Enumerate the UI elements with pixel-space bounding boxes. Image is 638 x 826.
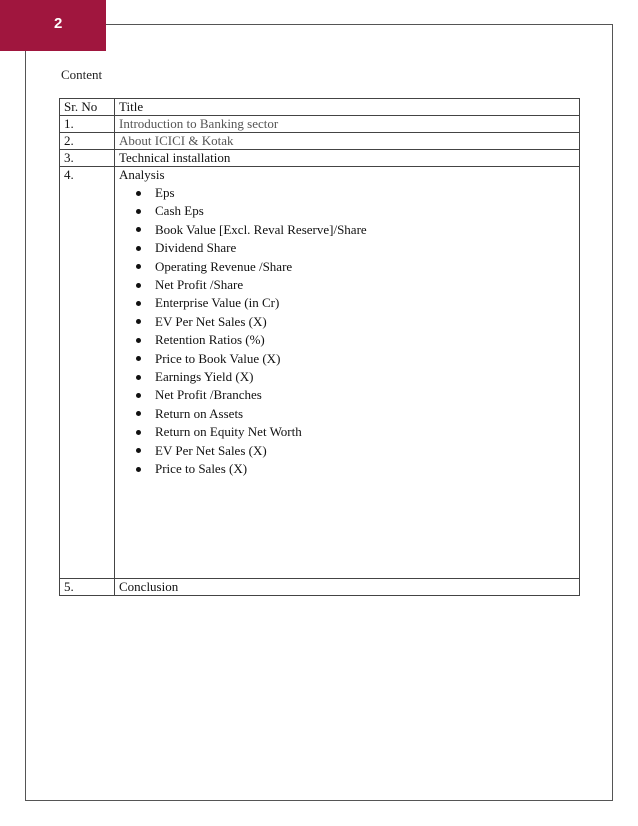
bullet-icon <box>136 356 141 361</box>
analysis-cell <box>115 167 580 579</box>
header-title: Title <box>115 99 580 116</box>
list-item-label: Cash Eps <box>155 203 204 219</box>
list-item-label: Price to Book Value (X) <box>155 350 281 366</box>
list-item <box>136 442 575 460</box>
list-item <box>136 221 575 239</box>
list-item-label: EV Per Net Sales (X) <box>155 313 267 329</box>
page-number-badge <box>0 0 106 51</box>
row-number: 1. <box>60 116 115 133</box>
bullet-icon <box>136 319 141 324</box>
row-title: Analysis <box>119 167 165 182</box>
contents-table <box>59 98 580 596</box>
list-item-label: Eps <box>155 185 175 200</box>
bullet-icon <box>136 209 141 214</box>
content-heading: Content <box>61 67 103 82</box>
list-item <box>136 202 575 220</box>
row-number: 3. <box>60 150 115 167</box>
analysis-items-list <box>119 184 575 479</box>
list-item <box>136 460 575 478</box>
bullet-icon <box>136 375 141 380</box>
table-row <box>60 116 580 133</box>
row-title: Technical installation <box>115 150 580 167</box>
list-item <box>136 405 575 423</box>
row-title: Conclusion <box>115 579 580 596</box>
list-item-label: Price to Sales (X) <box>155 461 248 477</box>
list-item-label: Return on Assets <box>155 405 244 421</box>
bullet-icon <box>136 467 141 472</box>
bullet-icon <box>136 283 141 288</box>
bullet-icon <box>136 227 141 232</box>
list-item <box>136 239 575 257</box>
list-item <box>136 350 575 368</box>
header-sr-no: Sr. No <box>60 99 115 116</box>
list-item-label: Book Value [Excl. Reval Reserve]/Share <box>155 221 367 237</box>
bullet-icon <box>136 448 141 453</box>
bullet-icon <box>136 411 141 416</box>
table-row <box>60 167 580 579</box>
list-item <box>136 294 575 312</box>
table-header-row <box>60 99 580 116</box>
list-item-label: Operating Revenue /Share <box>155 258 293 274</box>
row-title: About ICICI & Kotak <box>115 133 580 150</box>
bullet-icon <box>136 430 141 435</box>
bullet-icon <box>136 338 141 343</box>
list-item-label: Dividend Share <box>155 240 237 256</box>
list-item <box>136 258 575 276</box>
list-item <box>136 184 575 202</box>
list-item-label: Retention Ratios (%) <box>155 332 265 348</box>
row-number: 5. <box>60 579 115 596</box>
bullet-icon <box>136 301 141 306</box>
list-item-label: Enterprise Value (in Cr) <box>155 295 280 311</box>
bullet-icon <box>136 246 141 251</box>
row-title: Introduction to Banking sector <box>115 116 580 133</box>
list-item-label: EV Per Net Sales (X) <box>155 442 267 458</box>
bullet-icon <box>136 264 141 269</box>
list-item-label: Earnings Yield (X) <box>155 369 254 385</box>
list-item <box>136 313 575 331</box>
list-item <box>136 423 575 441</box>
table-row <box>60 150 580 167</box>
table-row <box>60 579 580 596</box>
row-number: 2. <box>60 133 115 150</box>
list-item-label: Net Profit /Share <box>155 277 244 293</box>
list-item <box>136 386 575 404</box>
row-number: 4. <box>60 167 115 579</box>
table-row <box>60 133 580 150</box>
list-item-label: Net Profit /Branches <box>155 387 262 403</box>
list-item-label: Return on Equity Net Worth <box>155 424 302 440</box>
bullet-icon <box>136 191 141 196</box>
list-item <box>136 368 575 386</box>
list-item <box>136 331 575 349</box>
bullet-icon <box>136 393 141 398</box>
list-item <box>136 276 575 294</box>
page-number: 2 <box>54 15 63 32</box>
